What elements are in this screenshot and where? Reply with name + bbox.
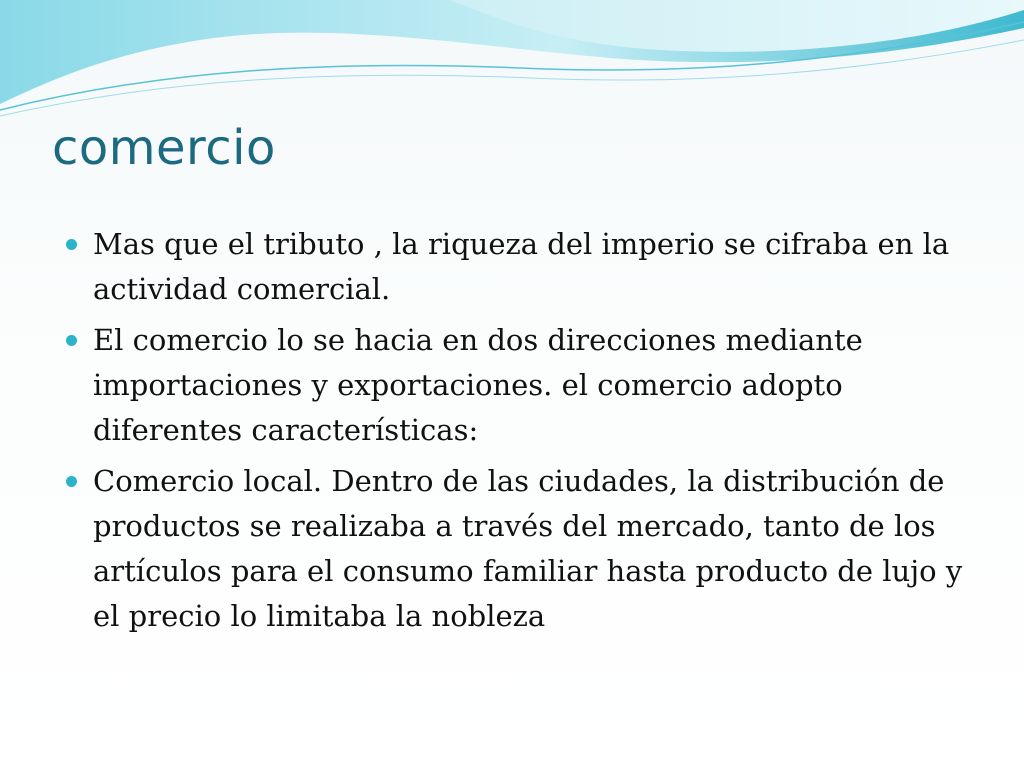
wave-header-decoration: [0, 0, 1024, 120]
bullet-list: [64, 222, 964, 645]
bullet-text: El comercio lo se hacia en dos direcciones mediante importaciones y exportaciones. el comercio adopto diferentes características:: [93, 323, 863, 447]
bullet-text: Comercio local. Dentro de las ciudades, la distribución de productos se realizaba a través del mercado, tanto de los artículos para el consumo familiar hasta producto de lujo y el precio lo limitaba la nobleza: [93, 464, 963, 633]
slide-title: comercio: [52, 120, 276, 176]
bullet-dot-icon: [66, 476, 77, 487]
bullet-dot-icon: [66, 239, 77, 250]
bullet-item: [64, 459, 964, 639]
bullet-dot-icon: [66, 335, 77, 346]
bullet-item: [64, 318, 964, 453]
bullet-item: [64, 222, 964, 312]
bullet-text: Mas que el tributo , la riqueza del imperio se cifraba en la actividad comercial.: [93, 227, 950, 306]
